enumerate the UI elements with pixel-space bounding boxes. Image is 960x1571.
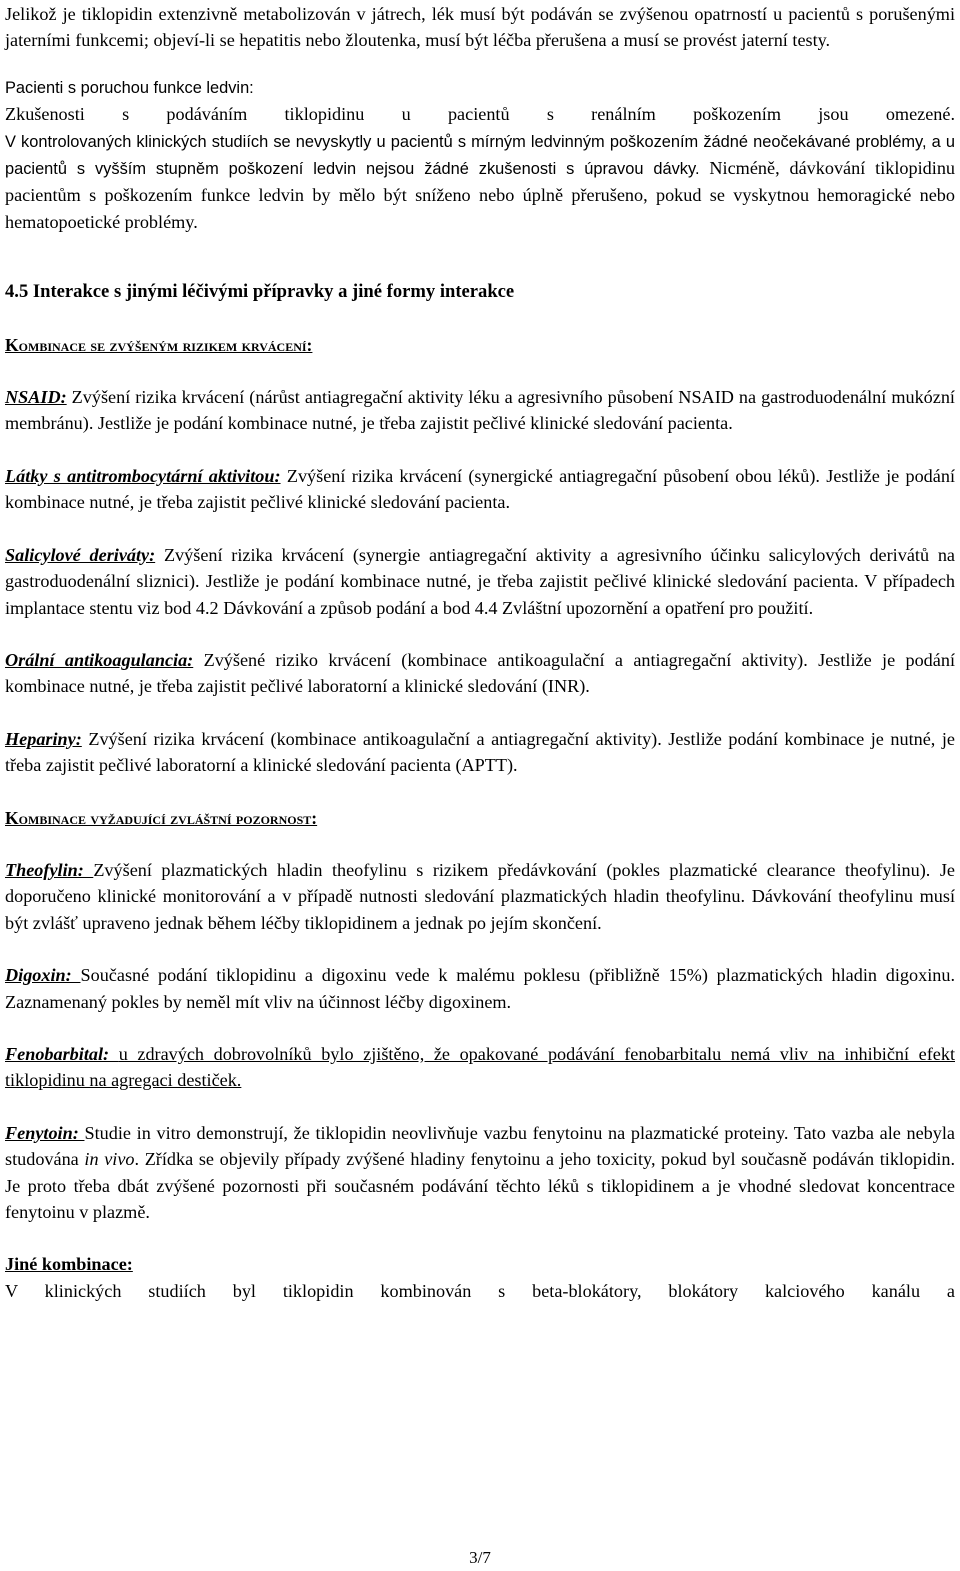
item-latky (5, 463, 955, 516)
group-heading-special-attention: Kombinace vyžadující zvláštní pozornost: (5, 807, 318, 828)
text-phenytoin-italic: in vivo (84, 1149, 135, 1170)
term-phenobarbital: Fenobarbital: (5, 1043, 119, 1064)
renal-line-text: Zkušenosti s podáváním tiklopidinu u pacientů s renálním poškozením jsou omezené. (5, 104, 955, 125)
section-heading: 4.5 Interakce s jinými léčivými přípravky a jiné formy interakce (5, 281, 515, 303)
item-other-text (5, 1278, 955, 1304)
term-theophylline: Theofylin: (5, 859, 94, 880)
term-digoxin: Digoxin: (5, 965, 81, 986)
item-oral-anticoagulants (5, 647, 955, 700)
text-oral-anticoagulants: Zvýšené riziko krvácení (kombinace antikoagulační a antiagregační aktivity). Jestliže je podání kombinace nutné, je třeba zajistit pečlivé laboratorní a klinické sledování (INR). (5, 649, 955, 697)
text-theophylline: Zvýšení plazmatických hladin theofylinu s rizikem předávkování (pokles plazmatické clearance theofylinu). Je doporučeno klinické monitorování a v případě nutnosti sledování plazmatických hladin theofylinu. Dávkování theofylinu musí být zvlášť upraveno jednak během léčby tiklopidinem a jednak po jejím skončení. (5, 859, 955, 933)
term-phenytoin: Fenytoin: (5, 1122, 85, 1143)
item-theophylline (5, 857, 955, 936)
renal-body: V kontrolovaných klinických studiích se nevyskytly u pacientů s mírným ledvinným poškozením žádné neočekávané problémy, a u pacientů s vyšším stupněm poškození ledvin nejsou žádné zkušenosti s úpravou dávky. (5, 132, 955, 179)
term-heparins: Hepariny: (5, 728, 82, 749)
renal-line (5, 101, 955, 127)
term-oral-anticoagulants: Orální antikoagulancia: (5, 649, 194, 670)
page-number: 3/7 (469, 1548, 491, 1567)
text-heparins: Zvýšení rizika krvácení (kombinace antikoagulační a antiagregační aktivity). Jestliže podání kombinace je nutné, je třeba zajistit pečlivé laboratorní a klinické sledování pacienta (APTT). (5, 728, 955, 776)
term-salicylates: Salicylové deriváty: (5, 544, 156, 565)
item-phenytoin (5, 1120, 955, 1226)
text-phenytoin-2: . Zřídka se objevily případy zvýšené hladiny fenytoinu a jeho toxicity, pokud byl současně podáván tiklopidin. Je proto třeba dbát zvýšené pozornosti při současném podávání těchto léků s tiklopidinem a je vhodné sledovat koncentrace fenytoinu v plazmě. (5, 1149, 955, 1222)
group-heading-bleeding-risk: Kombinace se zvýšeným rizikem krvácení: (5, 334, 313, 355)
text-digoxin: Současné podání tiklopidinu a digoxinu vede k malému poklesu (přibližně 15%) plazmatických hladin digoxinu. Zaznamenaný pokles by neměl mít vliv na účinnost léčby digoxinem. (5, 965, 955, 1012)
item-salicylates (5, 542, 955, 621)
item-other-heading: Jiné kombinace: (5, 1254, 133, 1275)
text-nsaid: Zvýšení rizika krvácení (nárůst antiagregační aktivity léku a agresivního působení NSAID na gastroduodenální mukózní membránu). Jestliže je podání kombinace nutné, je třeba zajistit pečlivé klinické sledování pacienta. (5, 387, 955, 434)
renal-subheading: Pacienti s poruchou funkce ledvin: (5, 78, 254, 97)
item-nsaid (5, 384, 955, 437)
item-phenobarbital (5, 1041, 955, 1094)
item-heparins (5, 726, 955, 779)
text-other: V klinických studiích byl tiklopidin kombinován s beta-blokátory, blokátory kalciového kanálu a (5, 1280, 955, 1301)
term-latky: Látky s antitrombocytární aktivitou: (5, 465, 281, 486)
hepatic-paragraph: Jelikož je tiklopidin extenzivně metabolizován v játrech, lék musí být podáván se zvýšenou opatrností u pacientů s porušenými jaterními funkcemi; objeví-li se hepatitis nebo žloutenka, musí být léčba přerušena a musí se provést jaterní testy. (5, 4, 955, 51)
text-latky: Zvýšení rizika krvácení (synergické antiagregační působení obou léků). Jestliže je podání kombinace nutné, je třeba zajistit pečlivé klinické sledování pacienta. (5, 465, 955, 513)
text-salicylates: Zvýšení rizika krvácení (synergie antiagregační aktivity a agresivního účinku salicylových derivátů na gastroduodenální sliznici). Jestliže je podání kombinace nutné, je třeba zajistit pečlivé klinické sledování pacienta. V případech implantace stentu viz bod 4.2 Dávkování a způsob podání a bod 4.4 Zvláštní upozornění a opatření pro použití. (5, 544, 955, 618)
item-digoxin (5, 962, 955, 1015)
text-phenytoin-1: Studie in vitro demonstrují, že tiklopidin neovlivňuje vazbu fenytoinu na plazmatické proteiny. Tato vazba ale nebyla studována (5, 1122, 955, 1170)
term-nsaid: NSAID: (5, 387, 67, 408)
renal-paragraph (5, 128, 955, 236)
document-page (5, 1, 955, 1304)
text-phenobarbital: u zdravých dobrovolníků bylo zjištěno, že opakované podávání fenobarbitalu nemá vliv na inhibiční efekt tiklopidinu na agregaci destiček. (5, 1043, 955, 1091)
renal-body-2: Nicméně, dávkování tiklopidinu pacientům s poškozením funkce ledvin by mělo být sníženo nebo úplně přerušeno, pokud se vyskytnou hemoragické nebo hematopoetické problémy. (5, 158, 956, 232)
